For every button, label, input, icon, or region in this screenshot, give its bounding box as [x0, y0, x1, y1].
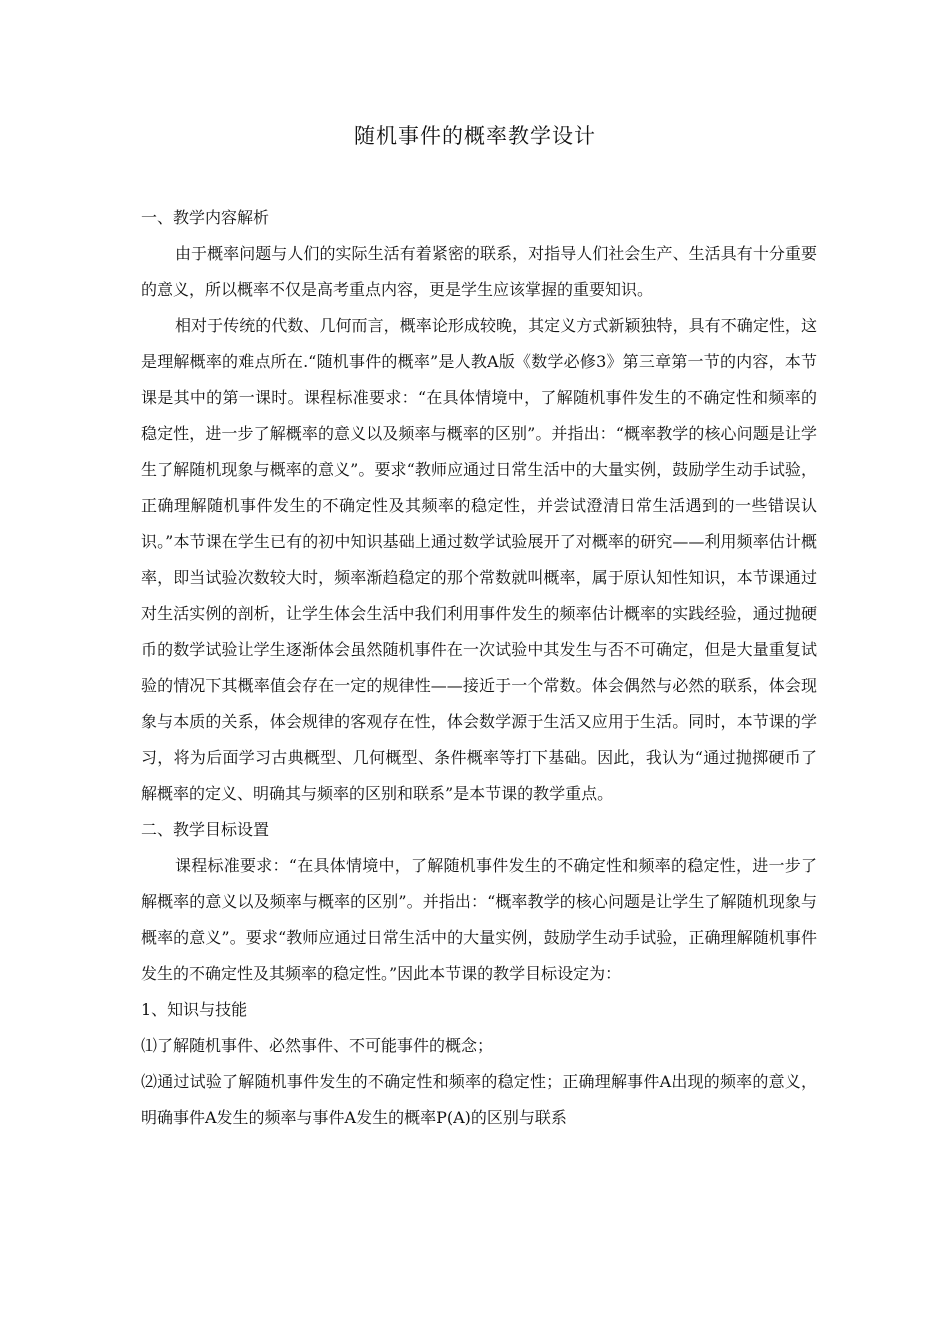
section-heading-content-analysis: 一、教学内容解析: [141, 208, 270, 227]
list-item: ⑵通过试验了解随机事件发生的不确定性和频率的稳定性；正确理解事件A出现的频率的意义，明确事件A发生的频率与事件A发生的概率P(A)的区别与联系: [141, 1072, 817, 1127]
section-heading-teaching-objectives: 二、教学目标设置: [141, 820, 270, 839]
subheading-knowledge-skills: 1、知识与技能: [141, 1000, 248, 1019]
document-title: 随机事件的概率教学设计: [354, 124, 596, 148]
list-item: ⑴了解随机事件、必然事件、不可能事件的概念；: [141, 1036, 494, 1055]
paragraph-content-analysis: 相对于传统的代数、几何而言，概率论形成较晚，其定义方式新颖独特，具有不确定性，这是理解概率的难点所在.“随机事件的概率”是人教A版《数学必修3》第三章第一节的内容，本节课是其中的第一课时。课程标准要求：“在具体情境中，了解随机事件发生的不确定性和频率的稳定性，进一步了解概率的意义以及频率与概率的区别”。并指出：“概率教学的核心问题是让学生了解随机现象与概率的意义”。要求“教师应通过日常生活中的大量实例，鼓励学生动手试验，正确理解随机事件发生的不确定性及其频率的稳定性，并尝试澄清日常生活遇到的一些错误认识。”本节课在学生已有的初中知识基础上通过数学试验展开了对概率的研究——利用频率估计概率，即当试验次数较大时，频率渐趋稳定的那个常数就叫概率，属于原认知性知识，本节课通过对生活实例的剖析，让学生体会生活中我们利用事件发生的频率估计概率的实践经验，通过抛硬币的数学试验让学生逐渐体会虽然随机事件在一次试验中其发生与否不可确定，但是大量重复试验的情况下其概率值会存在一定的规律性——接近于一个常数。体会偶然与必然的联系，体会现象与本质的关系，体会规律的客观存在性，体会数学源于生活又应用于生活。同时，本节课的学习，将为后面学习古典概型、几何概型、条件概率等打下基础。因此，我认为“通过抛掷硬币了解概率的定义、明确其与频率的区别和联系”是本节课的教学重点。: [141, 316, 817, 803]
document-body: [141, 200, 817, 1136]
paragraph-importance: 由于概率问题与人们的实际生活有着紧密的联系，对指导人们社会生产、生活具有十分重要的意义，所以概率不仅是高考重点内容，更是学生应该掌握的重要知识。: [141, 244, 817, 299]
paragraph-curriculum-requirements: 课程标准要求：“在具体情境中，了解随机事件发生的不确定性和频率的稳定性，进一步了解概率的意义以及频率与概率的区别”。并指出：“概率教学的核心问题是让学生了解随机现象与概率的意义”。要求“教师应通过日常生活中的大量实例，鼓励学生动手试验，正确理解随机事件发生的不确定性及其频率的稳定性。”因此本节课的教学目标设定为：: [141, 856, 817, 983]
